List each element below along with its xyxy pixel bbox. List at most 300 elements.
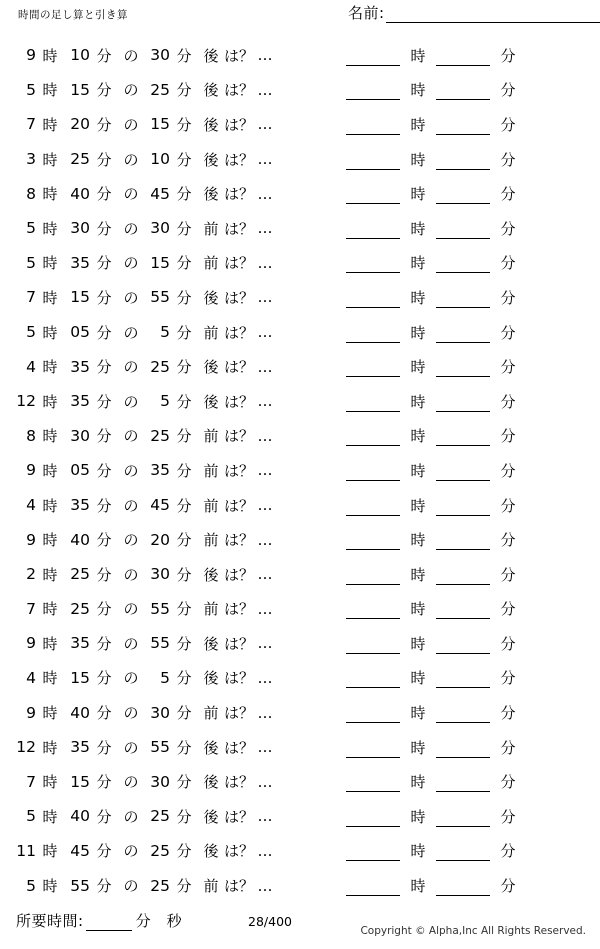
answer-minute-blank[interactable] <box>436 79 490 100</box>
problem-question <box>10 453 276 488</box>
answer-hour-blank[interactable] <box>346 598 400 619</box>
problem-no-particle: の <box>123 669 139 688</box>
answer-minute-blank[interactable] <box>436 840 490 861</box>
answer-area <box>346 799 526 834</box>
answer-minute-unit: 分 <box>500 773 516 792</box>
problem-minute-unit: 分 <box>96 738 112 757</box>
problem-direction: 前 <box>203 600 219 619</box>
problem-hour-value: 9 <box>26 634 36 653</box>
problem-question-end: は？ <box>224 185 255 204</box>
problem-dots: … <box>257 599 273 618</box>
problem-hour-value: 3 <box>26 150 36 169</box>
problem-no-particle: の <box>123 461 139 480</box>
problem-hour-unit: 時 <box>42 185 58 204</box>
problem-dots: … <box>257 150 273 169</box>
problem-question-end: は？ <box>224 461 255 480</box>
answer-hour-unit: 時 <box>410 358 426 377</box>
problem-row <box>0 557 600 592</box>
problem-hour-unit: 時 <box>42 634 58 653</box>
answer-minute-blank[interactable] <box>436 322 490 343</box>
problem-direction: 前 <box>203 531 219 550</box>
answer-area <box>346 315 526 350</box>
name-field-block <box>348 2 600 23</box>
problem-hour-unit: 時 <box>42 323 58 342</box>
problem-hour-unit: 時 <box>42 358 58 377</box>
answer-minute-blank[interactable] <box>436 114 490 135</box>
problem-minute-unit: 分 <box>96 807 112 826</box>
problem-row <box>0 453 600 488</box>
problem-delta-unit: 分 <box>176 392 192 411</box>
problem-dots: … <box>257 357 273 376</box>
problem-question <box>10 799 276 834</box>
problem-question-end: は？ <box>224 531 255 550</box>
problem-delta-unit: 分 <box>176 358 192 377</box>
problem-row <box>0 834 600 869</box>
problem-question-end: は？ <box>224 427 255 446</box>
problem-minute-value: 25 <box>70 150 90 169</box>
answer-hour-blank[interactable] <box>346 252 400 273</box>
answer-minute-blank[interactable] <box>436 875 490 896</box>
problem-direction: 後 <box>203 634 219 653</box>
answer-area <box>346 557 526 592</box>
answer-hour-blank[interactable] <box>346 322 400 343</box>
problem-minute-unit: 分 <box>96 704 112 723</box>
problem-delta-value: 5 <box>160 668 170 687</box>
answer-minute-blank[interactable] <box>436 633 490 654</box>
problem-delta-value: 55 <box>150 634 170 653</box>
problem-direction: 後 <box>203 46 219 65</box>
answer-area <box>346 349 526 384</box>
problem-minute-unit: 分 <box>96 185 112 204</box>
problem-row <box>0 522 600 557</box>
problem-question-end: は？ <box>224 150 255 169</box>
problem-direction: 前 <box>203 254 219 273</box>
answer-hour-unit: 時 <box>410 392 426 411</box>
problem-question <box>10 695 276 730</box>
answer-hour-unit: 時 <box>410 81 426 100</box>
problem-hour-unit: 時 <box>42 738 58 757</box>
answer-minute-blank[interactable] <box>436 356 490 377</box>
problem-hour-value: 4 <box>26 496 36 515</box>
problem-direction: 後 <box>203 807 219 826</box>
problem-no-particle: の <box>123 358 139 377</box>
answer-minute-blank[interactable] <box>436 287 490 308</box>
answer-area <box>346 419 526 454</box>
problem-question <box>10 592 276 627</box>
problem-dots: … <box>257 668 273 687</box>
problem-direction: 後 <box>203 115 219 134</box>
problem-minute-value: 20 <box>70 115 90 134</box>
answer-minute-blank[interactable] <box>436 495 490 516</box>
problem-dots: … <box>257 288 273 307</box>
problem-dots: … <box>257 565 273 584</box>
answer-hour-blank[interactable] <box>346 633 400 654</box>
problem-no-particle: の <box>123 81 139 100</box>
answer-hour-unit: 時 <box>410 46 426 65</box>
problem-row <box>0 592 600 627</box>
answer-minute-blank[interactable] <box>436 460 490 481</box>
problem-delta-unit: 分 <box>176 185 192 204</box>
problem-direction: 後 <box>203 392 219 411</box>
problem-minute-value: 35 <box>70 253 90 272</box>
answer-hour-blank[interactable] <box>346 45 400 66</box>
problem-no-particle: の <box>123 773 139 792</box>
problem-hour-value: 4 <box>26 357 36 376</box>
problem-question-end: は？ <box>224 634 255 653</box>
name-label: 名前: <box>348 4 385 22</box>
problem-delta-value: 30 <box>150 772 170 791</box>
problem-question <box>10 38 276 73</box>
problem-no-particle: の <box>123 219 139 238</box>
answer-hour-unit: 時 <box>410 807 426 826</box>
problem-delta-unit: 分 <box>176 81 192 100</box>
problem-delta-unit: 分 <box>176 150 192 169</box>
problem-question <box>10 764 276 799</box>
answer-hour-blank[interactable] <box>346 529 400 550</box>
problem-dots: … <box>257 461 273 480</box>
problem-row <box>0 799 600 834</box>
answer-hour-blank[interactable] <box>346 391 400 412</box>
problem-delta-value: 25 <box>150 876 170 895</box>
problem-minute-value: 40 <box>70 807 90 826</box>
problem-delta-unit: 分 <box>176 254 192 273</box>
problem-delta-value: 25 <box>150 807 170 826</box>
problem-delta-unit: 分 <box>176 704 192 723</box>
answer-minute-unit: 分 <box>500 738 516 757</box>
problem-row <box>0 764 600 799</box>
problem-question-end: は？ <box>224 46 255 65</box>
answer-minute-blank[interactable] <box>436 45 490 66</box>
problem-direction: 後 <box>203 81 219 100</box>
problem-question-end: は？ <box>224 81 255 100</box>
problem-direction: 後 <box>203 773 219 792</box>
problem-direction: 前 <box>203 877 219 896</box>
problem-question-end: は？ <box>224 842 255 861</box>
problem-minute-value: 35 <box>70 634 90 653</box>
problem-delta-unit: 分 <box>176 496 192 515</box>
time-taken-second-unit: 秒 <box>166 912 182 930</box>
answer-hour-unit: 時 <box>410 185 426 204</box>
problem-direction: 前 <box>203 496 219 515</box>
problem-no-particle: の <box>123 704 139 723</box>
answer-minute-blank[interactable] <box>436 737 490 758</box>
problem-minute-unit: 分 <box>96 323 112 342</box>
answer-minute-unit: 分 <box>500 461 516 480</box>
answer-area <box>346 384 526 419</box>
answer-hour-unit: 時 <box>410 565 426 584</box>
answer-hour-unit: 時 <box>410 704 426 723</box>
answer-hour-unit: 時 <box>410 877 426 896</box>
problem-hour-unit: 時 <box>42 46 58 65</box>
answer-minute-unit: 分 <box>500 81 516 100</box>
problem-minute-unit: 分 <box>96 842 112 861</box>
problem-minute-value: 25 <box>70 599 90 618</box>
answer-hour-unit: 時 <box>410 600 426 619</box>
answer-hour-unit: 時 <box>410 531 426 550</box>
problem-delta-value: 15 <box>150 253 170 272</box>
problem-no-particle: の <box>123 877 139 896</box>
problem-hour-value: 7 <box>26 115 36 134</box>
problem-question-end: は？ <box>224 392 255 411</box>
answer-minute-blank[interactable] <box>436 806 490 827</box>
problem-hour-unit: 時 <box>42 773 58 792</box>
problem-hour-unit: 時 <box>42 842 58 861</box>
name-input-line[interactable] <box>386 5 600 23</box>
problem-minute-value: 15 <box>70 772 90 791</box>
problem-hour-value: 2 <box>26 565 36 584</box>
problem-hour-value: 4 <box>26 668 36 687</box>
problem-hour-value: 5 <box>26 323 36 342</box>
problem-delta-value: 45 <box>150 184 170 203</box>
problem-minute-value: 15 <box>70 80 90 99</box>
problem-no-particle: の <box>123 600 139 619</box>
problem-question <box>10 73 276 108</box>
problem-delta-unit: 分 <box>176 738 192 757</box>
problem-row <box>0 349 600 384</box>
answer-minute-blank[interactable] <box>436 149 490 170</box>
answer-hour-blank[interactable] <box>346 667 400 688</box>
problem-question <box>10 176 276 211</box>
problem-dots: … <box>257 426 273 445</box>
answer-hour-unit: 時 <box>410 496 426 515</box>
answer-hour-unit: 時 <box>410 219 426 238</box>
answer-hour-blank[interactable] <box>346 149 400 170</box>
answer-hour-blank[interactable] <box>346 702 400 723</box>
page-number: 28/400 <box>248 914 292 929</box>
problem-dots: … <box>257 530 273 549</box>
answer-hour-blank[interactable] <box>346 840 400 861</box>
problem-minute-value: 15 <box>70 668 90 687</box>
problem-question <box>10 557 276 592</box>
problem-delta-unit: 分 <box>176 807 192 826</box>
problem-question-end: は？ <box>224 323 255 342</box>
problem-question-end: は？ <box>224 254 255 273</box>
problem-hour-unit: 時 <box>42 704 58 723</box>
problem-row <box>0 38 600 73</box>
problem-row <box>0 488 600 523</box>
problem-delta-value: 20 <box>150 530 170 549</box>
page-footer <box>0 903 600 949</box>
answer-minute-blank[interactable] <box>436 598 490 619</box>
answer-minute-unit: 分 <box>500 704 516 723</box>
problem-minute-unit: 分 <box>96 634 112 653</box>
problem-hour-value: 9 <box>26 461 36 480</box>
answer-hour-blank[interactable] <box>346 114 400 135</box>
problem-question <box>10 626 276 661</box>
answer-minute-unit: 分 <box>500 323 516 342</box>
problem-delta-unit: 分 <box>176 600 192 619</box>
problem-question <box>10 142 276 177</box>
problem-dots: … <box>257 115 273 134</box>
problem-hour-value: 7 <box>26 288 36 307</box>
problem-row <box>0 661 600 696</box>
answer-hour-blank[interactable] <box>346 495 400 516</box>
problem-hour-value: 8 <box>26 184 36 203</box>
answer-area <box>346 834 526 869</box>
answer-hour-blank[interactable] <box>346 183 400 204</box>
problem-direction: 後 <box>203 185 219 204</box>
problem-no-particle: の <box>123 565 139 584</box>
answer-minute-blank[interactable] <box>436 183 490 204</box>
problem-hour-unit: 時 <box>42 496 58 515</box>
answer-hour-blank[interactable] <box>346 564 400 585</box>
answer-hour-blank[interactable] <box>346 806 400 827</box>
problem-question-end: は？ <box>224 219 255 238</box>
problem-direction: 後 <box>203 150 219 169</box>
answer-minute-blank[interactable] <box>436 252 490 273</box>
problem-direction: 前 <box>203 323 219 342</box>
answer-minute-blank[interactable] <box>436 702 490 723</box>
answer-minute-blank[interactable] <box>436 771 490 792</box>
problem-no-particle: の <box>123 738 139 757</box>
problem-minute-value: 35 <box>70 357 90 376</box>
answer-minute-blank[interactable] <box>436 529 490 550</box>
problem-question-end: は？ <box>224 738 255 757</box>
problem-no-particle: の <box>123 254 139 273</box>
problem-hour-unit: 時 <box>42 254 58 273</box>
answer-hour-unit: 時 <box>410 669 426 688</box>
problem-no-particle: の <box>123 150 139 169</box>
answer-area <box>346 488 526 523</box>
problem-minute-value: 40 <box>70 530 90 549</box>
answer-hour-unit: 時 <box>410 738 426 757</box>
problem-question <box>10 868 276 903</box>
problem-minute-unit: 分 <box>96 427 112 446</box>
problem-question-end: は？ <box>224 773 255 792</box>
problem-delta-unit: 分 <box>176 461 192 480</box>
problem-delta-unit: 分 <box>176 427 192 446</box>
problem-question <box>10 107 276 142</box>
problem-hour-unit: 時 <box>42 877 58 896</box>
answer-hour-blank[interactable] <box>346 79 400 100</box>
answer-area <box>346 107 526 142</box>
problem-row <box>0 211 600 246</box>
problem-dots: … <box>257 80 273 99</box>
problem-hour-value: 5 <box>26 253 36 272</box>
problem-row <box>0 315 600 350</box>
problem-minute-unit: 分 <box>96 496 112 515</box>
answer-minute-unit: 分 <box>500 496 516 515</box>
problem-delta-value: 35 <box>150 461 170 480</box>
problem-direction: 前 <box>203 704 219 723</box>
problem-delta-value: 5 <box>160 392 170 411</box>
answer-hour-blank[interactable] <box>346 287 400 308</box>
answer-area <box>346 764 526 799</box>
answer-hour-blank[interactable] <box>346 356 400 377</box>
problem-question <box>10 280 276 315</box>
problem-minute-unit: 分 <box>96 461 112 480</box>
answer-area <box>346 38 526 73</box>
problem-hour-unit: 時 <box>42 531 58 550</box>
answer-area <box>346 868 526 903</box>
answer-minute-blank[interactable] <box>436 564 490 585</box>
problem-minute-unit: 分 <box>96 150 112 169</box>
answer-minute-blank[interactable] <box>436 667 490 688</box>
problem-direction: 前 <box>203 461 219 480</box>
problem-delta-value: 30 <box>150 219 170 238</box>
problem-hour-unit: 時 <box>42 669 58 688</box>
problem-dots: … <box>257 634 273 653</box>
problem-minute-unit: 分 <box>96 358 112 377</box>
problem-hour-value: 8 <box>26 426 36 445</box>
problem-dots: … <box>257 253 273 272</box>
answer-minute-unit: 分 <box>500 115 516 134</box>
answer-minute-unit: 分 <box>500 877 516 896</box>
answer-minute-unit: 分 <box>500 46 516 65</box>
answer-hour-blank[interactable] <box>346 460 400 481</box>
problem-list <box>0 38 600 903</box>
problem-minute-value: 30 <box>70 219 90 238</box>
problem-direction: 後 <box>203 738 219 757</box>
problem-hour-unit: 時 <box>42 600 58 619</box>
answer-hour-blank[interactable] <box>346 771 400 792</box>
problem-delta-value: 45 <box>150 496 170 515</box>
answer-area <box>346 246 526 281</box>
problem-delta-value: 5 <box>160 323 170 342</box>
problem-question-end: は？ <box>224 496 255 515</box>
problem-row <box>0 695 600 730</box>
problem-minute-value: 05 <box>70 323 90 342</box>
problem-question <box>10 834 276 869</box>
problem-dots: … <box>257 772 273 791</box>
problem-hour-value: 7 <box>26 772 36 791</box>
problem-delta-unit: 分 <box>176 531 192 550</box>
problem-hour-value: 5 <box>26 219 36 238</box>
answer-minute-unit: 分 <box>500 669 516 688</box>
problem-dots: … <box>257 738 273 757</box>
answer-hour-blank[interactable] <box>346 425 400 446</box>
answer-minute-blank[interactable] <box>436 218 490 239</box>
problem-no-particle: の <box>123 531 139 550</box>
problem-hour-unit: 時 <box>42 288 58 307</box>
problem-minute-unit: 分 <box>96 46 112 65</box>
problem-row <box>0 419 600 454</box>
problem-delta-unit: 分 <box>176 565 192 584</box>
problem-delta-value: 30 <box>150 703 170 722</box>
problem-question-end: は？ <box>224 288 255 307</box>
problem-minute-unit: 分 <box>96 877 112 896</box>
problem-hour-value: 5 <box>26 80 36 99</box>
problem-minute-unit: 分 <box>96 81 112 100</box>
problem-direction: 後 <box>203 842 219 861</box>
answer-area <box>346 730 526 765</box>
problem-delta-unit: 分 <box>176 634 192 653</box>
answer-minute-blank[interactable] <box>436 391 490 412</box>
copyright-text: Copyright © Alpha,Inc All Rights Reserved. <box>360 925 586 937</box>
problem-row <box>0 730 600 765</box>
answer-minute-unit: 分 <box>500 254 516 273</box>
answer-minute-unit: 分 <box>500 427 516 446</box>
problem-no-particle: の <box>123 392 139 411</box>
problem-delta-unit: 分 <box>176 115 192 134</box>
problem-row <box>0 384 600 419</box>
problem-minute-value: 40 <box>70 703 90 722</box>
time-taken-minutes-line[interactable] <box>86 914 132 931</box>
answer-minute-blank[interactable] <box>436 425 490 446</box>
answer-hour-blank[interactable] <box>346 875 400 896</box>
problem-minute-unit: 分 <box>96 219 112 238</box>
problem-delta-value: 30 <box>150 565 170 584</box>
problem-hour-unit: 時 <box>42 807 58 826</box>
problem-delta-unit: 分 <box>176 323 192 342</box>
answer-hour-blank[interactable] <box>346 218 400 239</box>
problem-delta-value: 55 <box>150 738 170 757</box>
problem-direction: 後 <box>203 565 219 584</box>
problem-direction: 前 <box>203 219 219 238</box>
answer-hour-blank[interactable] <box>346 737 400 758</box>
answer-minute-unit: 分 <box>500 392 516 411</box>
problem-delta-value: 55 <box>150 288 170 307</box>
